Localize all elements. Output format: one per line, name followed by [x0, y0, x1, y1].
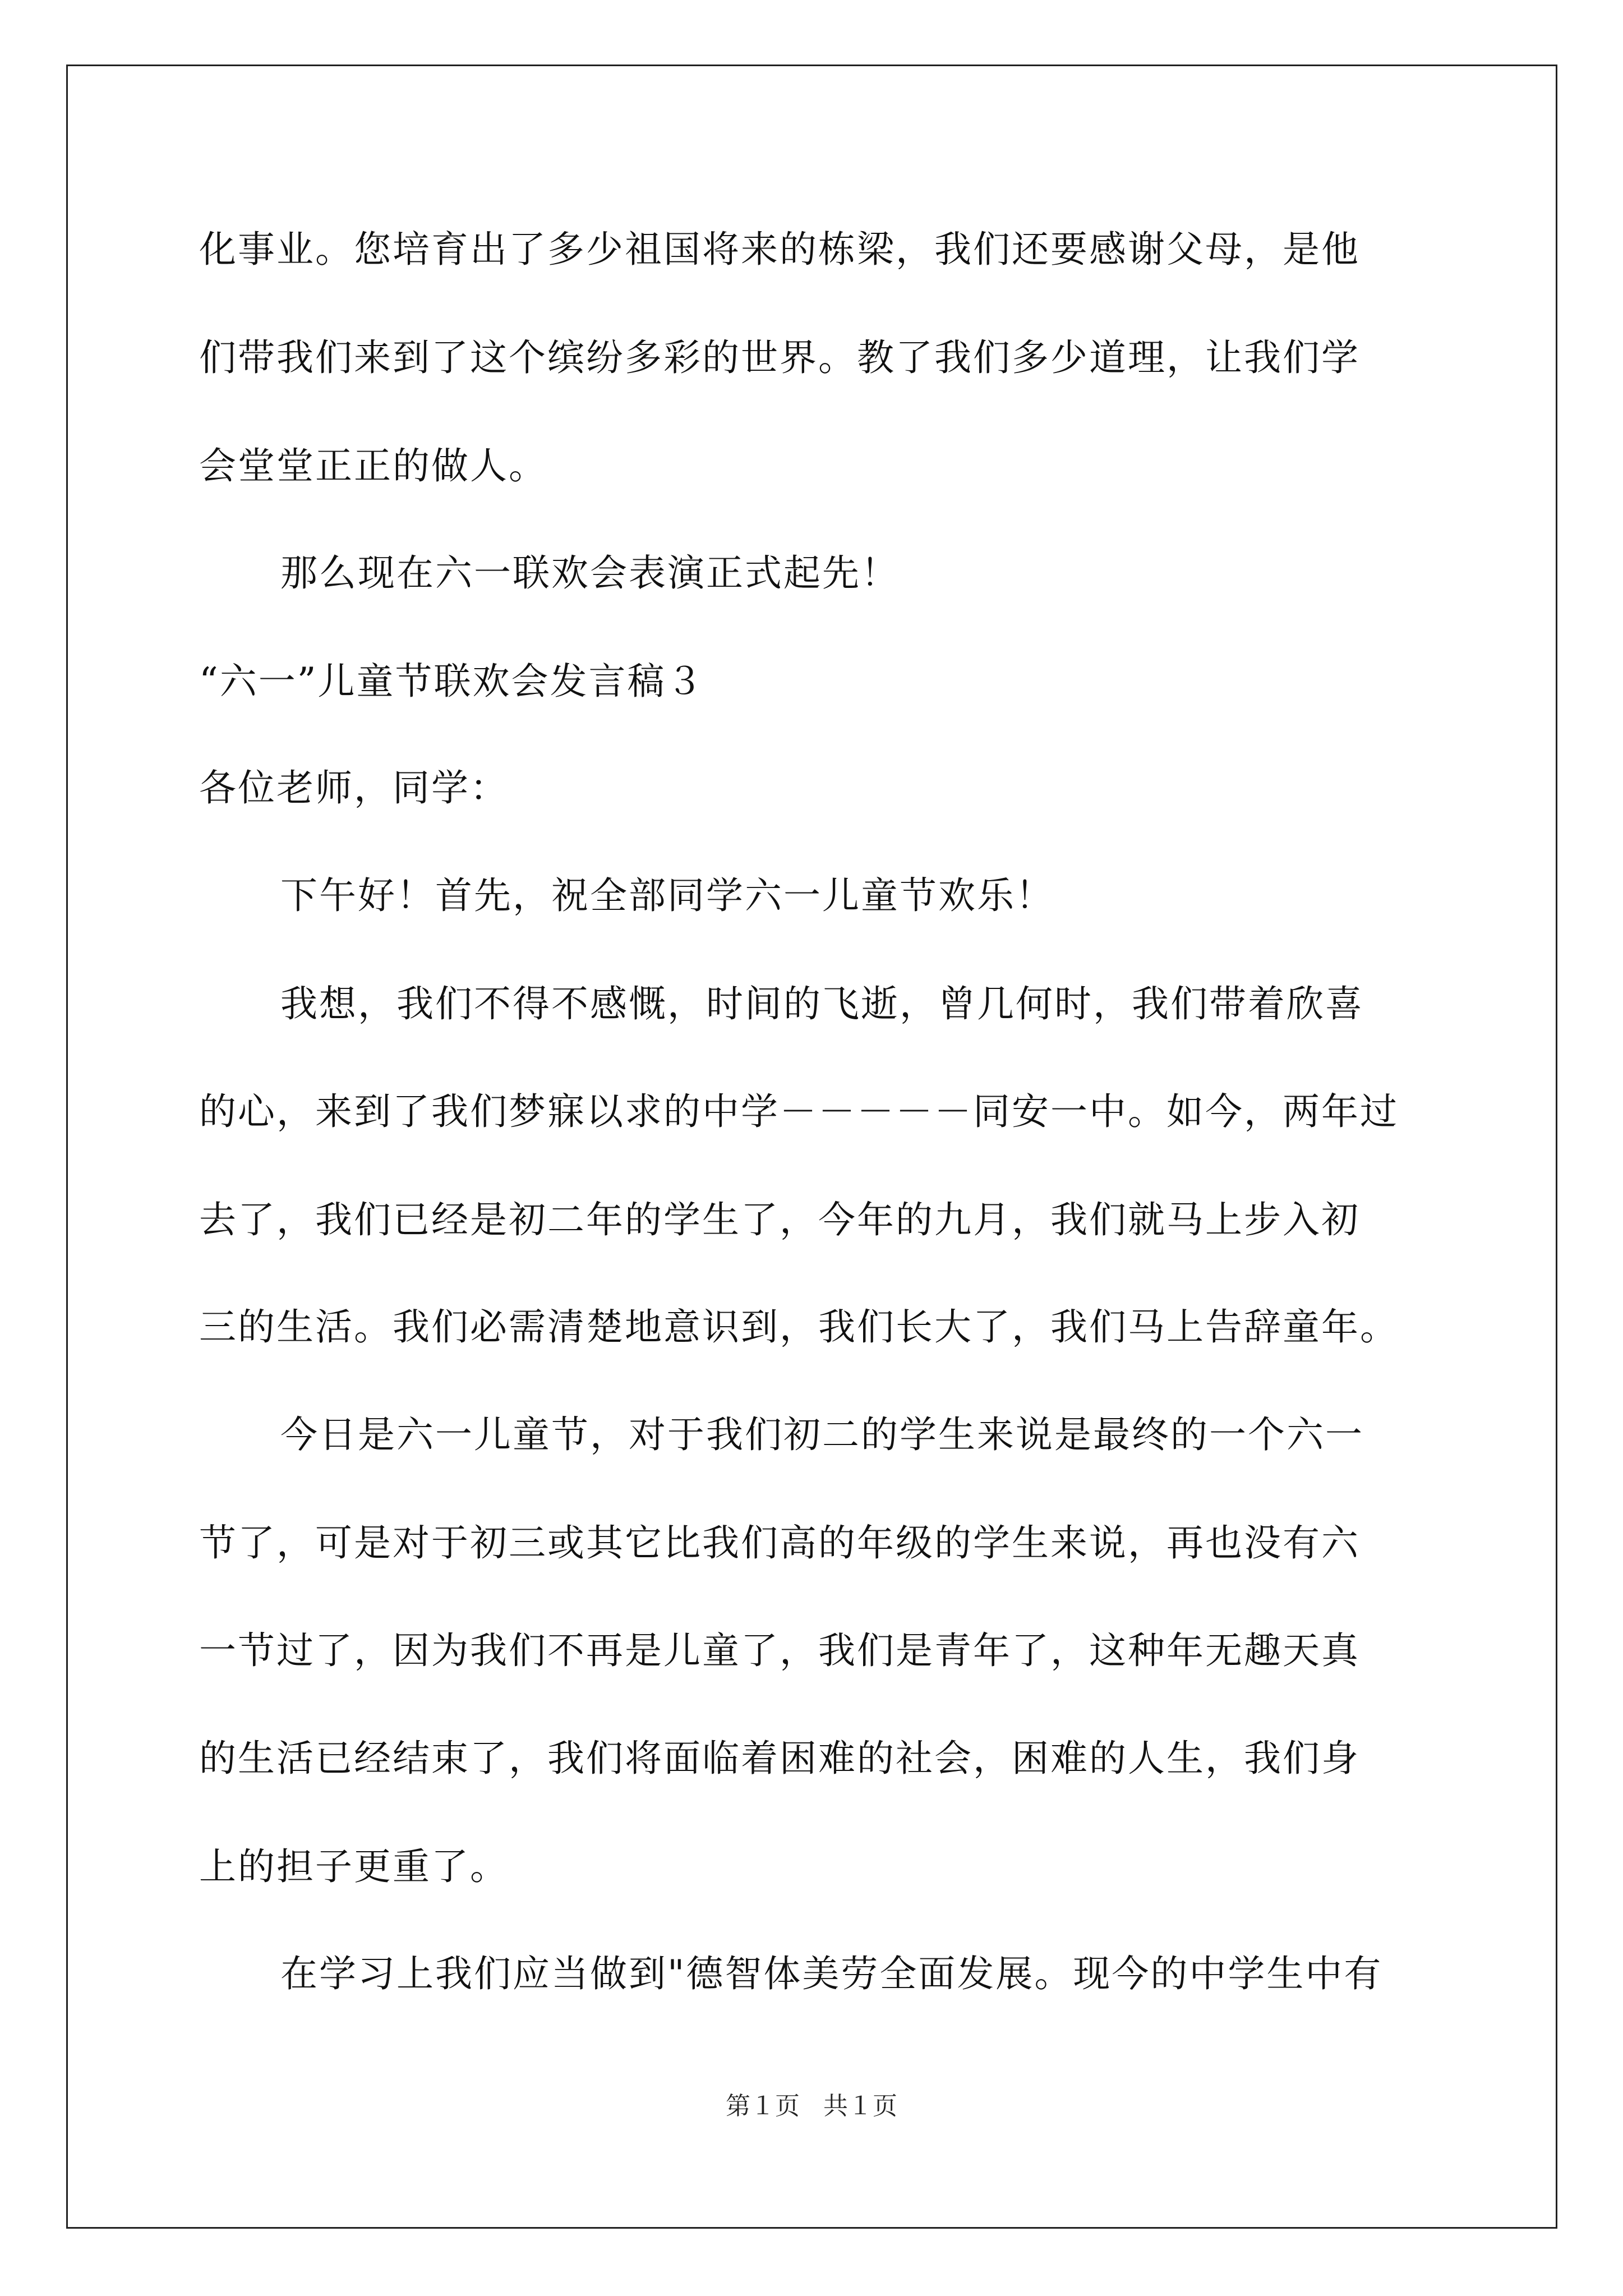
text-line: 在学习上我们应当做到"德智体美劳全面发展。现今的中学生中有 — [280, 1952, 1383, 1995]
page-frame — [66, 65, 1557, 2229]
text-line: 下午好！首先，祝全部同学六一儿童节欢乐！ — [280, 874, 1054, 917]
text-line: 节了，可是对于初三或其它比我们高的年级的学生来说，再也没有六 — [199, 1521, 1360, 1565]
text-line: 三的生活。我们必需清楚地意识到，我们长大了，我们马上告辞童年。 — [199, 1305, 1399, 1349]
text-line: 的生活已经结束了，我们将面临着困难的社会，困难的人生，我们身 — [199, 1737, 1360, 1780]
text-line: 各位老师，同学： — [199, 766, 509, 809]
text-line: 上的担子更重了。 — [199, 1845, 509, 1888]
text-line: 那么现在六一联欢会表演正式起先！ — [280, 551, 900, 595]
text-line: 们带我们来到了这个缤纷多彩的世界。教了我们多少道理，让我们学 — [199, 336, 1360, 379]
page-footer: 第１页 共１页 — [726, 2092, 897, 2120]
text-line: 今日是六一儿童节，对于我们初二的学生来说是最终的一个六一 — [280, 1413, 1364, 1456]
section-heading: “六一”儿童节联欢会发言稿３ — [199, 660, 705, 703]
text-line: 化事业。您培育出了多少祖国将来的栋梁，我们还要感谢父母，是他 — [199, 228, 1360, 271]
text-line: 去了，我们已经是初二年的学生了，今年的九月，我们就马上步入初 — [199, 1198, 1360, 1241]
text-line: 我想，我们不得不感慨，时间的飞逝，曾几何时，我们带着欣喜 — [280, 982, 1364, 1025]
text-line: 会堂堂正正的做人。 — [199, 444, 547, 487]
text-line: 一节过了，因为我们不再是儿童了，我们是青年了，这种年无趣天真 — [199, 1629, 1360, 1672]
text-line: 的心，来到了我们梦寐以求的中学－－－－－同安一中。如今，两年过 — [199, 1090, 1399, 1133]
